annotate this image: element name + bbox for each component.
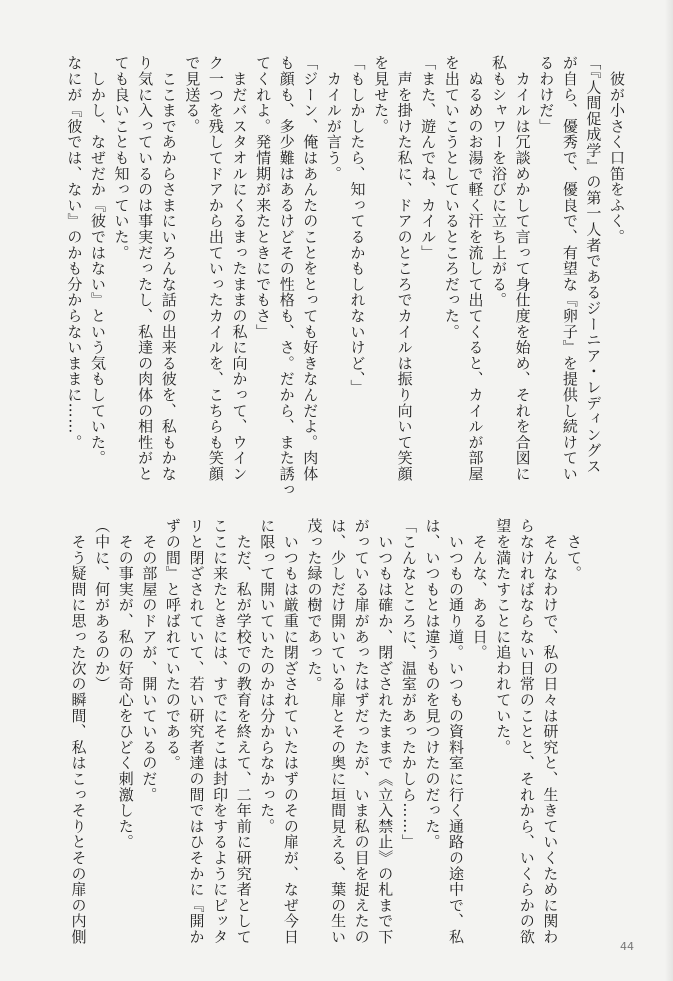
text-line: （中に、何があるのか） bbox=[93, 518, 112, 692]
text-line: 「ジーン、俺はあんたのことをとっても好きなんだよ。肉体 bbox=[301, 55, 320, 482]
text-line: が自ら、優秀で、優良で、有望な『卵子』を提供し続けてい bbox=[560, 55, 579, 482]
scan-edge-shadow bbox=[665, 0, 673, 981]
text-line: その事実が、私の好奇心をひどく刺激した。 bbox=[116, 518, 135, 850]
text-line: に限って開いていたのかは分からなかった。 bbox=[258, 518, 277, 834]
text-line: いつもは確か、閉ざされたままで《立入禁止》の札まで下 bbox=[376, 518, 395, 945]
text-line: 声を掛けた私に、ドアのところでカイルは振り向いて笑顔 bbox=[395, 55, 414, 482]
text-line: 「また、遊んでね、カイル」 bbox=[419, 55, 438, 261]
text-line: を出ていこうとしているところだった。 bbox=[442, 55, 461, 340]
text-line: ずの間』と呼ばれていたのである。 bbox=[163, 518, 182, 771]
text-line: 「もしかしたら、知ってるかもしれないけど、」 bbox=[348, 55, 367, 396]
text-line: ぬるめのお湯で軽く汗を流して出てくると、カイルが部屋 bbox=[466, 55, 485, 482]
text-line: 私もシャワーを浴びに立ち上がる。 bbox=[490, 55, 509, 308]
text-block-bottom bbox=[66, 518, 585, 945]
text-line: 望を満たすことに追われていた。 bbox=[494, 518, 513, 755]
text-line: そんなわけで、私の日々は研究と、生きていくために関わ bbox=[541, 518, 560, 945]
text-line: がっている扉があったはずだったが、いま私の目を捉えたの bbox=[352, 518, 371, 945]
text-line: 「『人間促成学』の第一人者であるジーニア・レディングス bbox=[584, 55, 603, 475]
text-line: で見送る。 bbox=[183, 55, 202, 134]
text-line: ここに来たときには、すでにそこは封印をするようにピッタ bbox=[211, 518, 230, 945]
text-line: てくれよ。発情期が来たときにでもさ」 bbox=[254, 55, 273, 340]
page-number: 44 bbox=[620, 940, 634, 953]
text-line: ク一つを残してドアから出ていったカイルを、こちらも笑顔 bbox=[206, 55, 225, 482]
text-line: なにが『彼では、ない』のかも分からないままに……。 bbox=[65, 55, 84, 450]
text-line: 「こんなところに、温室があったかしら……」 bbox=[399, 518, 418, 850]
text-line: 彼が小さく口笛をふく。 bbox=[608, 55, 626, 245]
text-line: を見せた。 bbox=[372, 55, 391, 134]
text-line: いつもは厳重に閉ざされていたはずのその扉が、なぜ今日 bbox=[281, 518, 300, 945]
text-line: ただ、私が学校での教育を終えて、二年前に研究者として bbox=[234, 518, 253, 945]
text-block-top bbox=[62, 55, 628, 498]
text-line: そんな、ある日。 bbox=[470, 518, 489, 661]
text-line: さて。 bbox=[565, 518, 583, 582]
text-line: その部屋のドアが、開いているのだ。 bbox=[140, 518, 159, 803]
text-line: るわけだ」 bbox=[537, 55, 556, 134]
text-line: り気に入っているのは事実だったし、私達の肉体の相性がと bbox=[136, 55, 155, 482]
text-line: ても良いことも知っていた。 bbox=[112, 55, 131, 261]
text-line: らなければならない日常のことと、それから、いくらかの欲 bbox=[517, 518, 536, 945]
text-line: も顔も、多少難はあるけどその性格も、さ。だから、また誘っ bbox=[277, 55, 296, 498]
text-line: カイルが言う。 bbox=[324, 55, 343, 182]
text-line: しかし、なぜだか『彼ではない』という気もしていた。 bbox=[88, 55, 107, 466]
text-line: ここまであからさまにいろんな話の出来る彼を、私もかな bbox=[159, 55, 178, 482]
text-line: いつもの通り道。いつもの資料室に行く通路の途中で、私 bbox=[447, 518, 466, 945]
text-line: リと閉ざされていて、若い研究者達の間ではひそかに『開か bbox=[187, 518, 206, 945]
text-line: は、いつもとは違うものを見つけたのだった。 bbox=[423, 518, 442, 850]
text-line: 茂った緑の樹であった。 bbox=[305, 518, 324, 692]
text-line: そう疑問に思った次の瞬間、私はこっそりとその扉の内側 bbox=[69, 518, 88, 945]
text-line: まだバスタオルにくるまったままの私に向かって、ウイン bbox=[230, 55, 249, 482]
text-line: は、少しだけ開いている扉とその奥に垣間見える、葉の生い bbox=[329, 518, 348, 945]
text-line: カイルは冗談めかして言って身仕度を始め、それを合図に bbox=[513, 55, 532, 482]
